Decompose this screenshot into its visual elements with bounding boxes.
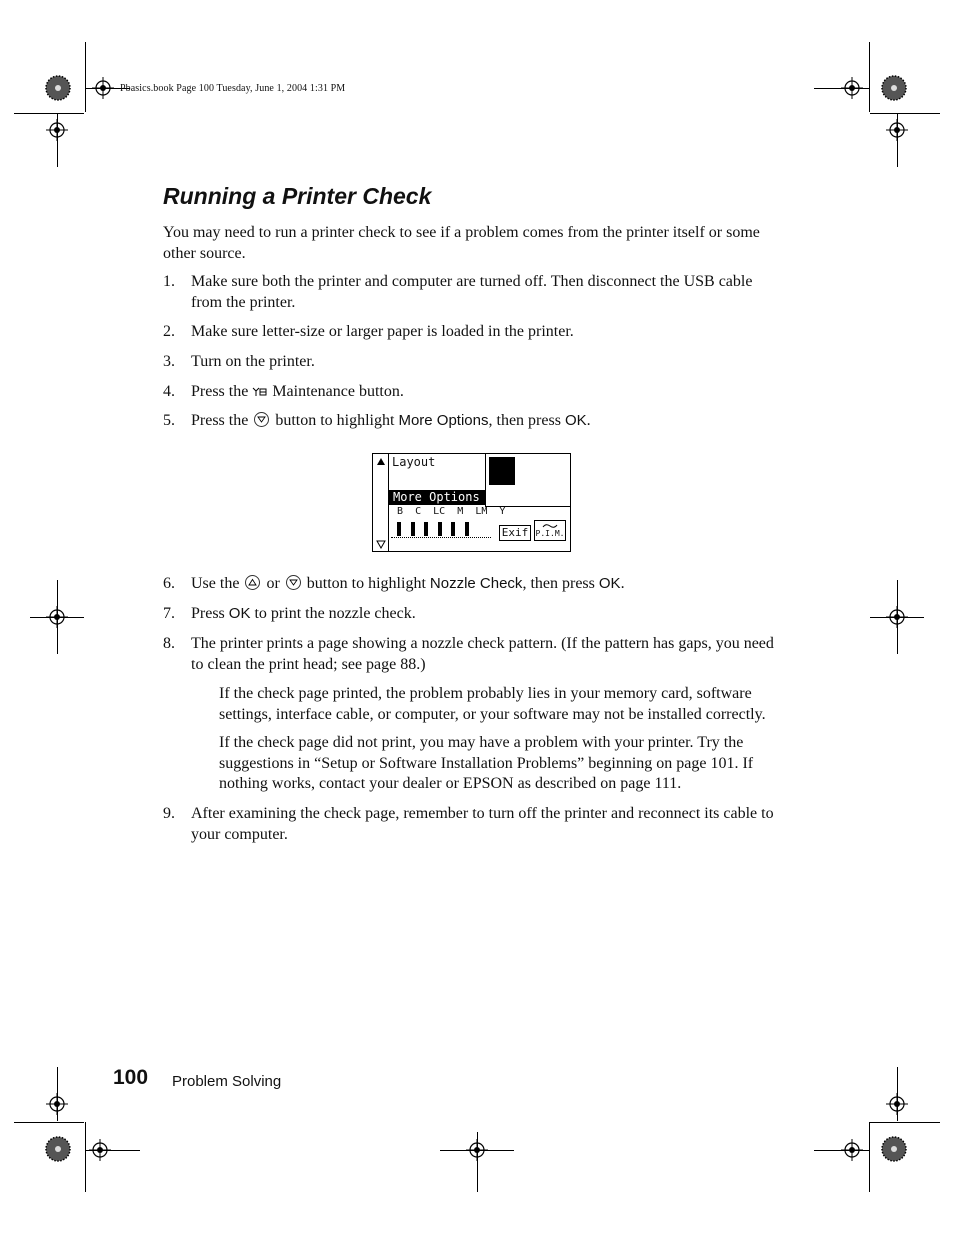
ui-label-ok: OK <box>228 605 251 622</box>
registration-target-icon <box>46 606 68 628</box>
step-number: 6. <box>163 575 175 592</box>
lcd-menu-item-layout: Layout <box>392 455 436 469</box>
step-text: Make sure letter-size or larger paper is loaded in the printer. <box>191 323 574 340</box>
registration-target-icon <box>841 77 863 99</box>
ui-label-ok: OK <box>598 575 621 592</box>
step-number: 3. <box>163 353 175 370</box>
registration-target-icon <box>89 1139 111 1161</box>
footer-page-number: 100 <box>113 1066 149 1089</box>
step-text: Press the button to highlight More Options, then press OK. <box>191 412 591 429</box>
step-number: 4. <box>163 383 175 400</box>
lcd-pim-label: P.I.M. <box>534 520 566 541</box>
registration-target-icon <box>886 606 908 628</box>
intro-paragraph: You may need to run a printer check to see if a problem comes from the printer itself or some other source. <box>163 224 760 262</box>
step-number: 9. <box>163 805 175 822</box>
registration-target-icon <box>46 119 68 141</box>
lcd-exif-label: Exif <box>499 525 531 541</box>
lcd-ink-labels: B C LC M LM Y <box>397 506 506 517</box>
ink-level-bar <box>465 522 469 536</box>
registration-target-icon <box>46 1093 68 1115</box>
ink-level-bar <box>438 522 442 536</box>
ui-label-nozzle-check: Nozzle Check <box>429 575 523 592</box>
ink-level-bar <box>451 522 455 536</box>
star-target-icon <box>881 1136 907 1162</box>
step-text: Press the Maintenance button. <box>191 383 404 400</box>
down-arrow-button-icon <box>286 575 301 590</box>
step-text: Press OK to print the nozzle check. <box>191 605 416 622</box>
step-text: Use the or button to highlight Nozzle Check, then press OK. <box>191 575 625 592</box>
step-text: After examining the check page, remember to turn off the printer and reconnect its cable to your computer. <box>191 805 774 843</box>
up-arrow-button-icon <box>245 575 260 590</box>
step-text: Make sure both the printer and computer are turned off. Then disconnect the USB cable from the printer. <box>191 273 753 311</box>
star-target-icon <box>881 75 907 101</box>
registration-target-icon <box>466 1139 488 1161</box>
header-slug: Pbasics.book Page 100 Tuesday, June 1, 2004 1:31 PM <box>120 83 346 94</box>
step-number: 5. <box>163 412 175 429</box>
step-number: 2. <box>163 323 175 340</box>
lcd-screen <box>372 453 571 552</box>
step-text: Turn on the printer. <box>191 353 315 370</box>
note-paragraph: If the check page printed, the problem probably lies in your memory card, software settings, interface cable, or computer, or your software may not be installed correctly. <box>219 685 766 723</box>
lcd-preview-thumbnail <box>489 457 515 485</box>
footer-section-title: Problem Solving <box>172 1073 282 1090</box>
star-target-icon <box>45 75 71 101</box>
ui-label-more-options: More Options <box>398 412 489 429</box>
star-target-icon <box>45 1136 71 1162</box>
registration-target-icon <box>886 1093 908 1115</box>
maintenance-icon <box>252 386 268 397</box>
ui-label-ok: OK <box>564 412 587 429</box>
note-paragraph: If the check page did not print, you may have a problem with your printer. Try the suggestions in “Setup or Software Installation Problems” beginning on page 101. If nothing works, contact your dealer or EPSON as described on page 111. <box>219 734 754 792</box>
scroll-down-icon <box>376 540 386 549</box>
registration-target-icon <box>92 77 114 99</box>
down-arrow-button-icon <box>254 412 269 427</box>
ink-level-bar <box>424 522 428 536</box>
pim-wave-icon <box>542 523 558 529</box>
ink-level-bar <box>397 522 401 536</box>
registration-target-icon <box>841 1139 863 1161</box>
registration-target-icon <box>886 119 908 141</box>
step-number: 7. <box>163 605 175 622</box>
scroll-up-icon <box>376 457 386 466</box>
page-title: Running a Printer Check <box>163 183 432 209</box>
step-text: The printer prints a page showing a nozzle check pattern. (If the pattern has gaps, you need to clean the print head; see page 88.) <box>191 635 774 673</box>
step-number: 1. <box>163 273 175 290</box>
lcd-menu-item-more-options: More Options <box>389 490 485 505</box>
step-number: 8. <box>163 635 175 652</box>
ink-level-bar <box>411 522 415 536</box>
